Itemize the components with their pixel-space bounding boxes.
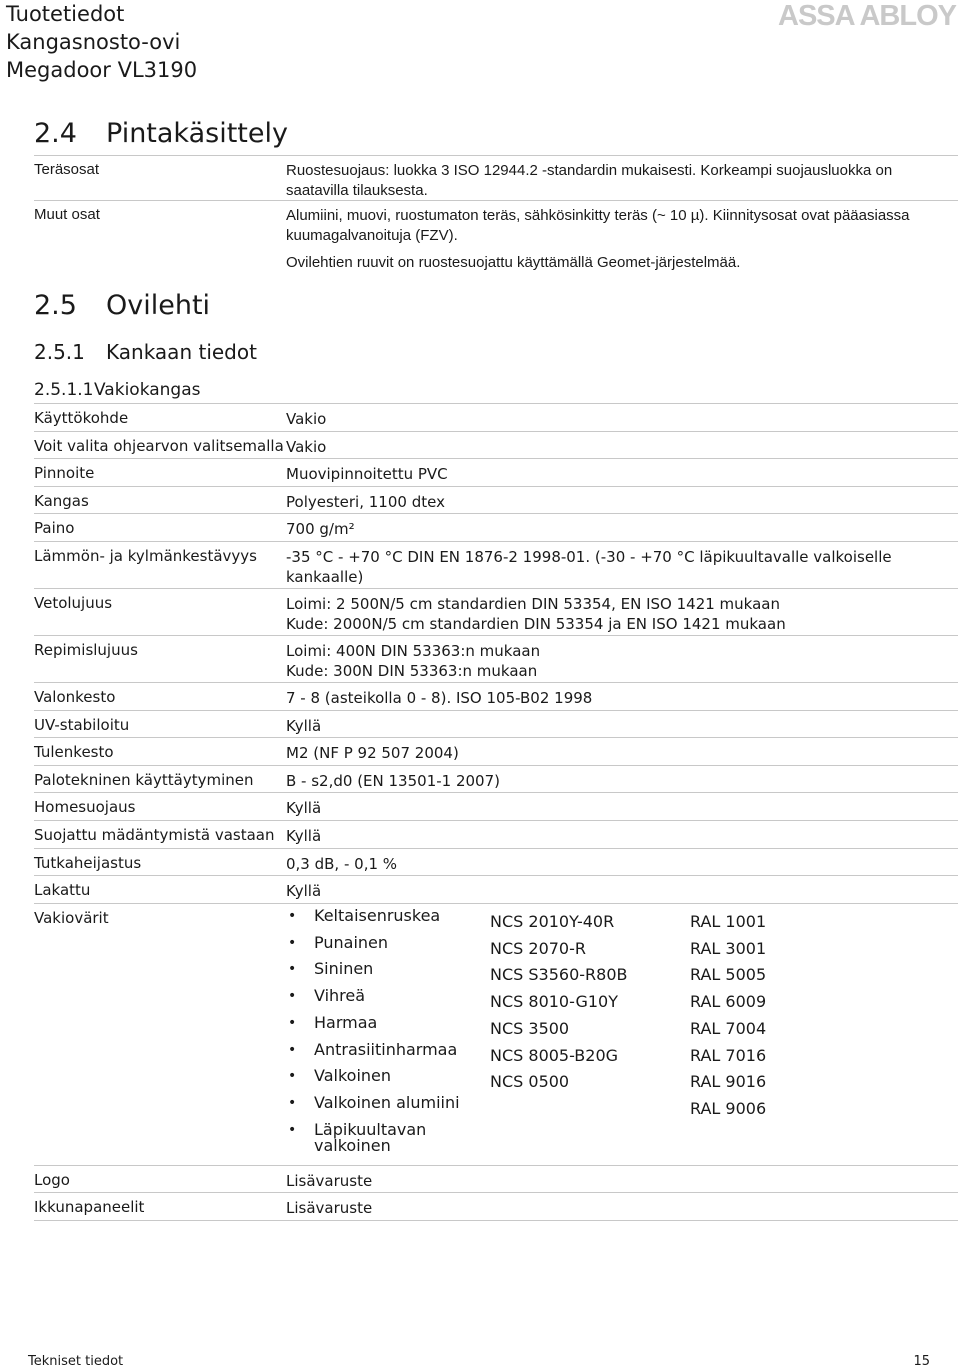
- table-row: [34, 711, 958, 739]
- surface-treatment-table: [34, 155, 958, 291]
- ncs-code: NCS 8005-B20G: [490, 1045, 619, 1065]
- header-line-2: Kangasnosto-ovi: [6, 30, 181, 54]
- ral-code: RAL 3001: [690, 938, 767, 958]
- row-value: Lisävaruste: [286, 1199, 373, 1218]
- list-item: [286, 905, 790, 935]
- table-row: [34, 1166, 958, 1194]
- section-number: 2.5: [34, 290, 77, 321]
- bullet-icon: •: [288, 961, 297, 978]
- ncs-code: NCS 3500: [490, 1018, 570, 1038]
- row-label: Paino: [34, 519, 75, 538]
- row-label: Suojattu mädäntymistä vastaan: [34, 825, 275, 844]
- ral-code: [654, 1122, 754, 1165]
- row-value: Loimi: 2 500N/5 cm standardien DIN 53354, EN ISO 1421 mukaan: [286, 594, 780, 613]
- row-label: Lakattu: [34, 881, 91, 900]
- row-value: 7 - 8 (asteikolla 0 - 8). ISO 105-B02 1998: [286, 688, 593, 707]
- table-row: [34, 766, 958, 794]
- ral-code: RAL 7004: [690, 1018, 767, 1038]
- list-item: [286, 932, 790, 962]
- header-line-3: Megadoor VL3190: [6, 58, 198, 82]
- table-row: [34, 404, 958, 432]
- section-heading-2-5-1: [34, 340, 257, 364]
- row-value: M2 (NF P 92 507 2004): [286, 744, 459, 763]
- section-number: 2.5.1.1: [34, 380, 94, 400]
- table-row: [34, 821, 958, 849]
- ral-code: RAL 9016: [690, 1072, 767, 1092]
- row-label: Tutkaheijastus: [34, 853, 142, 872]
- list-item: [286, 988, 790, 1015]
- row-value: Kyllä: [286, 799, 322, 818]
- table-row: [34, 542, 958, 589]
- page-number: 15: [913, 1354, 930, 1369]
- row-label: Homesuojaus: [34, 798, 136, 817]
- assa-abloy-logo: ASSA ABLOY: [778, 0, 956, 32]
- color-name: Valkoinen alumiini: [314, 1093, 460, 1113]
- row-label: Valonkesto: [34, 687, 116, 706]
- header-line-1: Tuotetiedot: [6, 2, 125, 26]
- row-value: Ruostesuojaus: luokka 3 ISO 12944.2 -standardin mukaisesti. Korkeampi suojausluokka on saatavilla tilauksesta.: [286, 162, 893, 199]
- row-label: Käyttökohde: [34, 409, 129, 427]
- table-row: [34, 636, 958, 683]
- row-value: Kyllä: [286, 716, 322, 735]
- document-header-title: [6, 0, 197, 84]
- fabric-spec-table: [34, 403, 958, 1221]
- ncs-code: [490, 1095, 690, 1122]
- color-name: Antrasiitinharmaa: [314, 1039, 458, 1059]
- color-name: Keltaisenruskea: [314, 905, 441, 925]
- row-label: Repimislujuus: [34, 640, 138, 659]
- row-label: Teräsosat: [34, 161, 100, 178]
- row-value: Polyesteri, 1100 dtex: [286, 492, 445, 511]
- row-value: Kyllä: [286, 882, 322, 901]
- color-name: Vihreä: [314, 986, 366, 1006]
- section-heading-2-4: [34, 118, 288, 149]
- bullet-icon: •: [288, 1041, 297, 1058]
- row-label: Palotekninen käyttäytyminen: [34, 770, 254, 789]
- bullet-icon: •: [288, 1014, 297, 1031]
- list-item: [286, 1039, 790, 1069]
- row-label: Vakiovärit: [34, 908, 109, 927]
- table-row: [34, 1193, 958, 1221]
- section-heading-2-5-1-1: [34, 380, 201, 400]
- row-value: Loimi: 400N DIN 53363:n mukaan: [286, 641, 541, 660]
- row-value: 0,3 dB, - 0,1 %: [286, 854, 398, 873]
- ncs-code: [454, 1122, 654, 1165]
- list-item: [286, 961, 790, 988]
- row-value: -35 °C - +70 °C DIN EN 1876-2 1998-01. (-30 - +70 °C läpikuultavalle valkoiselle kankaalle): [286, 547, 892, 586]
- footer-section-name: Tekniset tiedot: [28, 1354, 124, 1369]
- color-name: Läpikuultavan valkoinen: [314, 1119, 427, 1155]
- list-item: [286, 1012, 790, 1042]
- row-value: 700 g/m²: [286, 520, 355, 539]
- table-row: [34, 514, 958, 542]
- table-row: [34, 459, 958, 487]
- color-name: Valkoinen: [314, 1066, 392, 1086]
- ral-code: RAL 5005: [690, 965, 767, 985]
- color-list: [286, 904, 790, 1165]
- ral-code: RAL 1001: [690, 911, 767, 931]
- section-title: Ovilehti: [106, 290, 211, 321]
- table-row: [34, 849, 958, 877]
- row-value: B - s2,d0 (EN 13501-1 2007): [286, 771, 500, 790]
- list-item: [286, 1068, 790, 1095]
- table-row: [34, 156, 958, 201]
- table-row: [34, 876, 958, 904]
- ncs-code: NCS 8010-G10Y: [490, 992, 618, 1012]
- table-row: [34, 738, 958, 766]
- row-label: UV-stabiloitu: [34, 715, 130, 734]
- section-title: Kankaan tiedot: [106, 340, 257, 364]
- bullet-icon: •: [288, 934, 297, 951]
- row-value: Lisävaruste: [286, 1171, 373, 1190]
- table-row: [34, 683, 958, 711]
- row-label: Kangas: [34, 491, 89, 510]
- ncs-code: NCS 0500: [490, 1072, 570, 1092]
- section-title: Vakiokangas: [94, 380, 201, 400]
- table-row: [34, 793, 958, 821]
- bullet-icon: •: [288, 1068, 297, 1085]
- list-item: [286, 1095, 790, 1122]
- row-label: Pinnoite: [34, 464, 95, 483]
- color-name: Sininen: [314, 959, 374, 979]
- row-value: Vakio: [286, 437, 327, 456]
- row-label: Ikkunapaneelit: [34, 1198, 145, 1217]
- color-name: Punainen: [314, 932, 389, 952]
- section-title: Pintakäsittely: [106, 118, 288, 149]
- list-item: [286, 1119, 790, 1165]
- section-number: 2.5.1: [34, 340, 85, 364]
- row-label: Vetolujuus: [34, 593, 113, 612]
- row-value: Muovipinnoitettu PVC: [286, 465, 448, 484]
- ral-code: RAL 9006: [690, 1099, 767, 1119]
- row-label: Voit valita ohjearvon valitsemalla: [34, 436, 284, 455]
- bullet-icon: •: [288, 988, 297, 1005]
- section-number: 2.4: [34, 118, 77, 149]
- section-heading-2-5: [34, 290, 210, 321]
- row-value: Vakio: [286, 410, 327, 428]
- row-label: Lämmön- ja kylmänkestävyys: [34, 546, 257, 565]
- row-value: Kyllä: [286, 826, 322, 845]
- bullet-icon: •: [288, 1121, 297, 1138]
- ncs-code: NCS S3560-R80B: [490, 965, 628, 985]
- table-row: [34, 487, 958, 515]
- row-value-2: Kude: 2000N/5 cm standardien DIN 53354 ja EN ISO 1421 mukaan: [286, 614, 786, 633]
- row-value-2: Kude: 300N DIN 53363:n mukaan: [286, 661, 538, 680]
- row-value-2: Ovilehtien ruuvit on ruostesuojattu käyttämällä Geomet-järjestelmää.: [286, 254, 741, 271]
- ral-code: RAL 7016: [690, 1045, 767, 1065]
- table-row: [34, 432, 958, 460]
- row-label: Tulenkesto: [34, 743, 114, 762]
- row-label: Logo: [34, 1170, 70, 1189]
- ncs-code: NCS 2070-R: [490, 938, 586, 958]
- table-row: [34, 201, 958, 291]
- table-row: [34, 589, 958, 636]
- row-label: Muut osat: [34, 206, 100, 223]
- ral-code: RAL 6009: [690, 992, 767, 1012]
- standard-colors-row: [34, 904, 958, 1166]
- color-name: Harmaa: [314, 1012, 378, 1032]
- bullet-icon: •: [288, 907, 297, 924]
- row-value: Alumiini, muovi, ruostumaton teräs, sähkösinkitty teräs (~ 10 µ). Kiinnitysosat ovat pääasiassa kuumagalvanoituja (FZV).: [286, 207, 910, 244]
- ncs-code: NCS 2010Y-40R: [490, 911, 615, 931]
- bullet-icon: •: [288, 1095, 297, 1112]
